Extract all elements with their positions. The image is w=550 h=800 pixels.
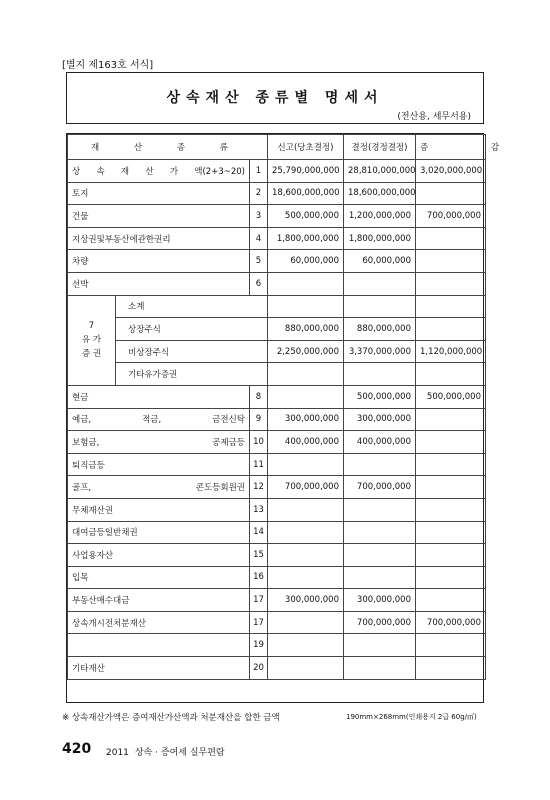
change-value bbox=[416, 227, 486, 250]
decided-value bbox=[344, 634, 416, 657]
declared-value bbox=[268, 657, 344, 680]
decided-value bbox=[344, 544, 416, 567]
securities-label-line: 7 bbox=[88, 321, 95, 332]
table-row bbox=[68, 611, 486, 634]
row-number: 10 bbox=[250, 431, 268, 454]
decided-value bbox=[344, 453, 416, 476]
securities-row bbox=[68, 295, 486, 318]
asset-name: 예금, 적금, 금전신탁 bbox=[68, 408, 250, 431]
row-number: 11 bbox=[250, 453, 268, 476]
page-title: 상속재산 종류별 명세서 bbox=[166, 90, 384, 106]
asset-name: 입목 bbox=[68, 566, 250, 589]
row-number: 8 bbox=[250, 385, 268, 408]
declared-value: 500,000,000 bbox=[268, 205, 344, 228]
table-row bbox=[68, 408, 486, 431]
decided-value: 60,000,000 bbox=[344, 250, 416, 273]
securities-group-label bbox=[68, 295, 116, 385]
declared-value: 400,000,000 bbox=[268, 431, 344, 454]
declared-value: 25,790,000,000 bbox=[268, 160, 344, 183]
decided-value bbox=[344, 521, 416, 544]
title-box bbox=[66, 72, 484, 124]
declared-value bbox=[268, 544, 344, 567]
declared-value bbox=[268, 634, 344, 657]
table-header-row bbox=[68, 135, 486, 160]
row-number: 17 bbox=[250, 589, 268, 612]
table-row bbox=[68, 385, 486, 408]
decided-value: 700,000,000 bbox=[344, 476, 416, 499]
asset-name bbox=[68, 634, 250, 657]
row-number: 19 bbox=[250, 634, 268, 657]
securities-item-name: 비상장주식 bbox=[116, 340, 268, 363]
decided-value: 28,810,000,000 bbox=[344, 160, 416, 183]
row-number: 4 bbox=[250, 227, 268, 250]
securities-item-name: 소계 bbox=[116, 295, 268, 318]
securities-label-line: 증 권 bbox=[81, 349, 102, 360]
table-row bbox=[68, 182, 486, 205]
securities-label-line: 유 가 bbox=[81, 335, 102, 346]
change-value: 500,000,000 bbox=[416, 385, 486, 408]
asset-name: 상 속 재 산 가 액(2+3~20) bbox=[68, 160, 250, 183]
securities-item-name: 기타유가증권 bbox=[116, 363, 268, 386]
declared-value bbox=[268, 498, 344, 521]
row-number: 3 bbox=[250, 205, 268, 228]
table-row bbox=[68, 272, 486, 295]
declared-value: 60,000,000 bbox=[268, 250, 344, 273]
row-number: 13 bbox=[250, 498, 268, 521]
asset-name: 지상권및부동산에관한권리 bbox=[68, 227, 250, 250]
page-number: 420 bbox=[62, 741, 92, 757]
row-number: 9 bbox=[250, 408, 268, 431]
declared-value bbox=[268, 385, 344, 408]
change-value: 700,000,000 bbox=[416, 611, 486, 634]
row-number: 14 bbox=[250, 521, 268, 544]
asset-name: 토지 bbox=[68, 182, 250, 205]
change-value bbox=[416, 431, 486, 454]
change-value: 1,120,000,000 bbox=[416, 340, 486, 363]
asset-name: 골프, 콘도등회원권 bbox=[68, 476, 250, 499]
asset-name: 사업용자산 bbox=[68, 544, 250, 567]
asset-name: 상속개시전처분재산 bbox=[68, 611, 250, 634]
declared-value bbox=[268, 363, 344, 386]
book-title: 상속 · 증여세 실무편람 bbox=[134, 748, 225, 758]
table-row bbox=[68, 453, 486, 476]
table-row bbox=[68, 566, 486, 589]
header-change: 증 감 bbox=[416, 135, 486, 160]
form-label: [별지 제163호 서식] bbox=[62, 60, 154, 71]
table-row bbox=[68, 498, 486, 521]
decided-value bbox=[344, 295, 416, 318]
table-row bbox=[68, 227, 486, 250]
securities-row bbox=[68, 340, 486, 363]
change-value bbox=[416, 318, 486, 341]
asset-name: 현금 bbox=[68, 385, 250, 408]
table-row bbox=[68, 431, 486, 454]
footnote: ※ 상속재산가액은 증여재산가산액과 처분재산을 합한 금액 bbox=[62, 713, 280, 723]
change-value bbox=[416, 295, 486, 318]
declared-value bbox=[268, 521, 344, 544]
paper-spec: 190mm×268mm(인쇄용지 2급 60g/㎡) bbox=[346, 713, 477, 721]
change-value: 3,020,000,000 bbox=[416, 160, 486, 183]
declared-value bbox=[268, 295, 344, 318]
asset-name: 선박 bbox=[68, 272, 250, 295]
table-row bbox=[68, 589, 486, 612]
decided-value bbox=[344, 657, 416, 680]
asset-name: 무체재산권 bbox=[68, 498, 250, 521]
row-number: 12 bbox=[250, 476, 268, 499]
table-row bbox=[68, 160, 486, 183]
asset-name: 건물 bbox=[68, 205, 250, 228]
declared-value: 2,250,000,000 bbox=[268, 340, 344, 363]
decided-value: 3,370,000,000 bbox=[344, 340, 416, 363]
decided-value: 1,200,000,000 bbox=[344, 205, 416, 228]
decided-value: 300,000,000 bbox=[344, 408, 416, 431]
row-number: 6 bbox=[250, 272, 268, 295]
asset-name: 대여금등일반채권 bbox=[68, 521, 250, 544]
table-row bbox=[68, 657, 486, 680]
header-decided: 결정(경정결정) bbox=[344, 135, 416, 160]
decided-value bbox=[344, 498, 416, 521]
declared-value: 700,000,000 bbox=[268, 476, 344, 499]
decided-value: 500,000,000 bbox=[344, 385, 416, 408]
decided-value: 700,000,000 bbox=[344, 611, 416, 634]
table-row bbox=[68, 250, 486, 273]
table-row bbox=[68, 205, 486, 228]
change-value bbox=[416, 476, 486, 499]
declared-value: 880,000,000 bbox=[268, 318, 344, 341]
asset-name: 기타재산 bbox=[68, 657, 250, 680]
change-value: 700,000,000 bbox=[416, 205, 486, 228]
change-value bbox=[416, 589, 486, 612]
row-number: 2 bbox=[250, 182, 268, 205]
row-number: 16 bbox=[250, 566, 268, 589]
row-number: 1 bbox=[250, 160, 268, 183]
table-row bbox=[68, 544, 486, 567]
change-value bbox=[416, 182, 486, 205]
row-number: 5 bbox=[250, 250, 268, 273]
asset-name: 부동산매수대금 bbox=[68, 589, 250, 612]
asset-name: 퇴직금등 bbox=[68, 453, 250, 476]
change-value bbox=[416, 566, 486, 589]
table-row bbox=[68, 521, 486, 544]
declared-value: 18,600,000,000 bbox=[268, 182, 344, 205]
securities-row bbox=[68, 318, 486, 341]
change-value bbox=[416, 453, 486, 476]
decided-value: 400,000,000 bbox=[344, 431, 416, 454]
row-number: 17 bbox=[250, 611, 268, 634]
declared-value: 1,800,000,000 bbox=[268, 227, 344, 250]
book-year: 2011 bbox=[106, 748, 129, 758]
book-info bbox=[106, 745, 231, 758]
change-value bbox=[416, 498, 486, 521]
row-number: 20 bbox=[250, 657, 268, 680]
change-value bbox=[416, 408, 486, 431]
change-value bbox=[416, 250, 486, 273]
change-value bbox=[416, 657, 486, 680]
decided-value bbox=[344, 272, 416, 295]
declared-value bbox=[268, 453, 344, 476]
declared-value bbox=[268, 611, 344, 634]
declared-value bbox=[268, 566, 344, 589]
asset-table bbox=[67, 134, 530, 680]
change-value bbox=[416, 521, 486, 544]
change-value bbox=[416, 272, 486, 295]
row-number: 15 bbox=[250, 544, 268, 567]
decided-value: 18,600,000,000 bbox=[344, 182, 416, 205]
securities-row bbox=[68, 363, 486, 386]
asset-name: 차량 bbox=[68, 250, 250, 273]
page-subtitle: (전산용, 세무서용) bbox=[397, 112, 471, 122]
table-row bbox=[68, 476, 486, 499]
statement-frame bbox=[66, 133, 530, 703]
header-declared: 신고(당초결정) bbox=[268, 135, 344, 160]
securities-item-name: 상장주식 bbox=[116, 318, 268, 341]
decided-value bbox=[344, 363, 416, 386]
change-value bbox=[416, 363, 486, 386]
declared-value bbox=[268, 272, 344, 295]
declared-value: 300,000,000 bbox=[268, 589, 344, 612]
header-asset-type: 재 산 종 류 bbox=[68, 135, 268, 160]
decided-value: 300,000,000 bbox=[344, 589, 416, 612]
change-value bbox=[416, 634, 486, 657]
decided-value bbox=[344, 566, 416, 589]
asset-name: 보험금, 공제금등 bbox=[68, 431, 250, 454]
declared-value: 300,000,000 bbox=[268, 408, 344, 431]
decided-value: 880,000,000 bbox=[344, 318, 416, 341]
change-value bbox=[416, 544, 486, 567]
decided-value: 1,800,000,000 bbox=[344, 227, 416, 250]
table-row bbox=[68, 634, 486, 657]
